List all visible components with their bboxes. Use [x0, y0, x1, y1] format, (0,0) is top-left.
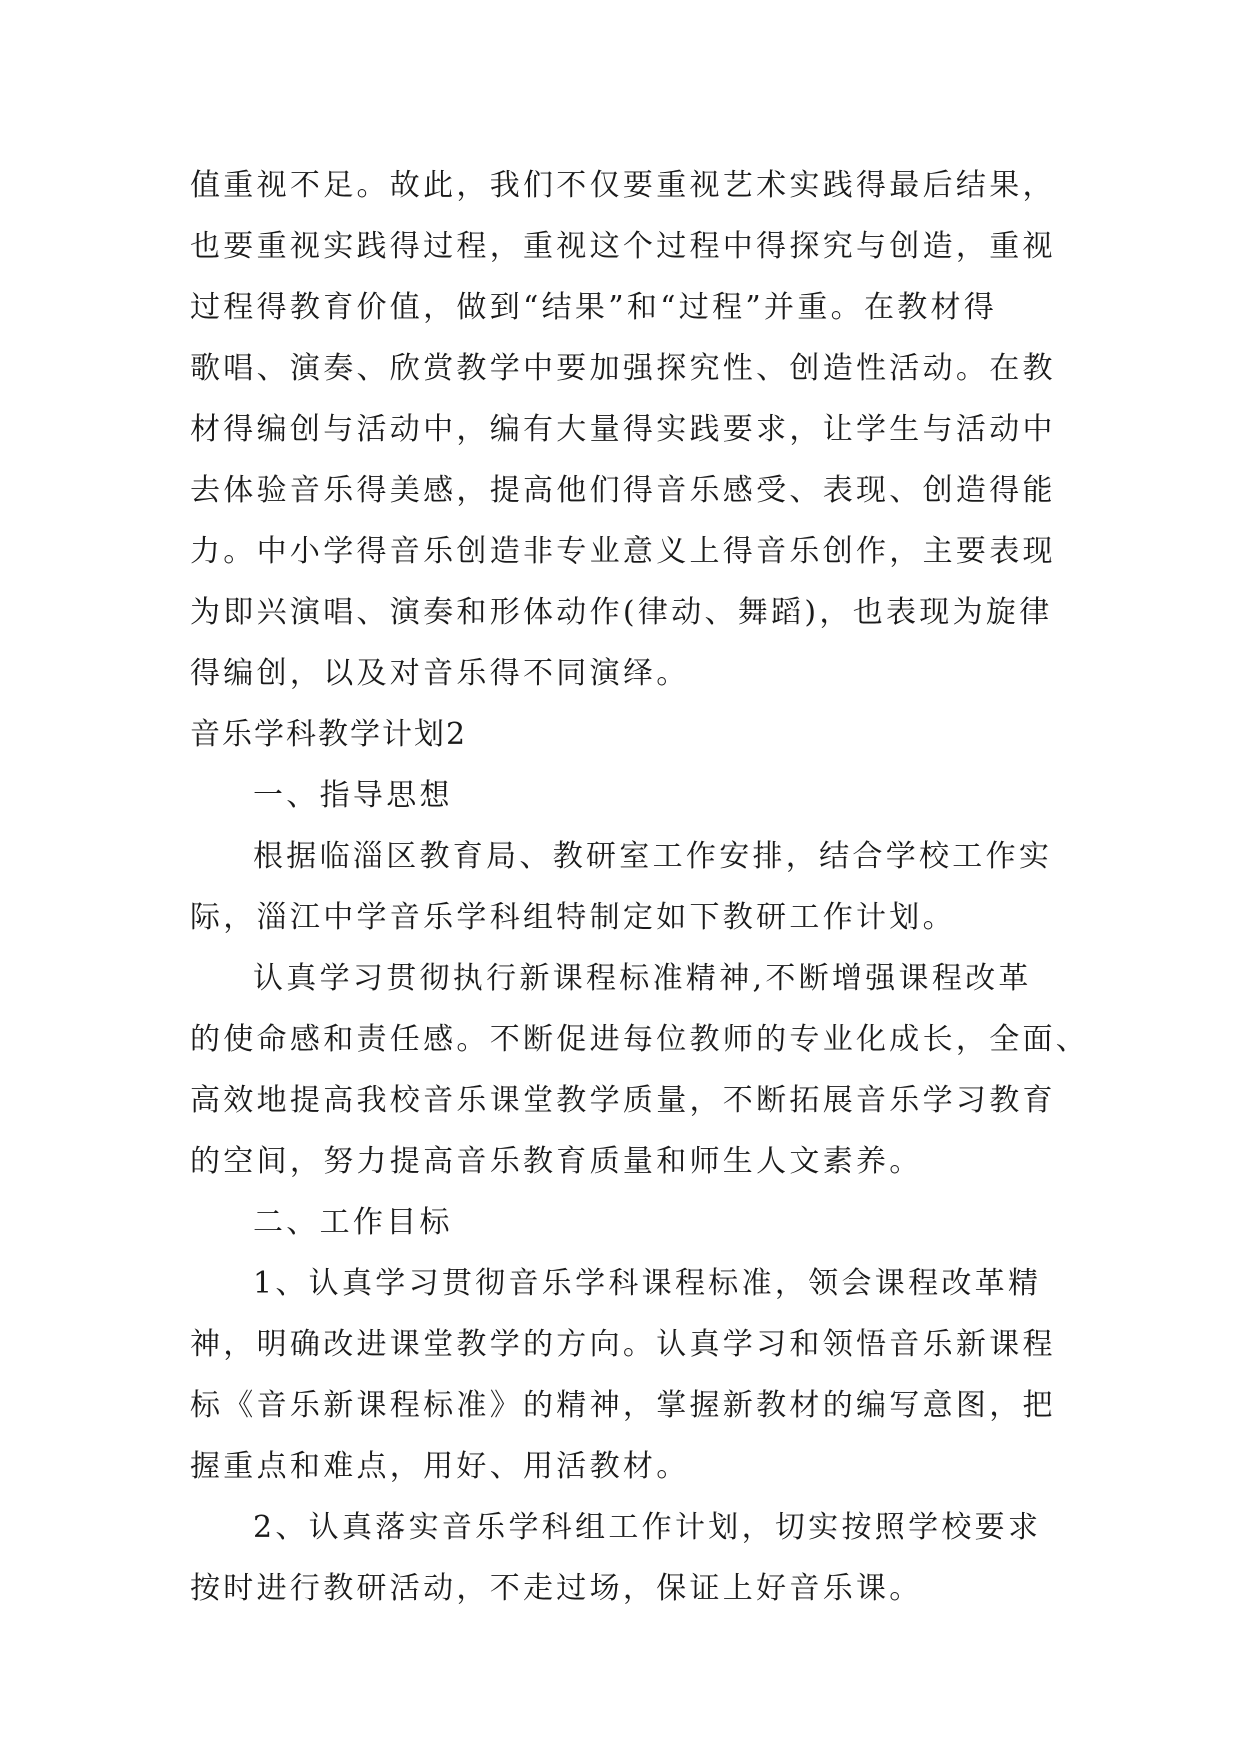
section-heading: 二、工作目标	[253, 1205, 453, 1240]
paragraph-line: 也要重视实践得过程，重视这个过程中得探究与创造，重视	[190, 229, 1056, 264]
paragraph-line: 认真学习贯彻执行新课程标准精神,不断增强课程改革	[253, 961, 1032, 996]
paragraph-line: 高效地提高我校音乐课堂教学质量，不断拓展音乐学习教育	[190, 1083, 1056, 1118]
paragraph-line: 际，淄江中学音乐学科组特制定如下教研工作计划。	[190, 900, 956, 935]
paragraph-line: 为即兴演唱、演奏和形体动作(律动、舞蹈)，也表现为旋律	[190, 595, 1053, 630]
paragraph-line: 握重点和难点，用好、用活教材。	[190, 1449, 690, 1484]
paragraph-line: 力。中小学得音乐创造非专业意义上得音乐创作，主要表现	[190, 534, 1056, 569]
paragraph-line: 材得编创与活动中，编有大量得实践要求，让学生与活动中	[190, 412, 1056, 447]
paragraph-line: 值重视不足。故此，我们不仅要重视艺术实践得最后结果，	[190, 168, 1056, 203]
section-title: 音乐学科教学计划2	[190, 717, 468, 752]
paragraph-line: 的使命感和责任感。不断促进每位教师的专业化成长，全面、	[190, 1022, 1090, 1057]
section-heading: 一、指导思想	[253, 778, 453, 813]
paragraph-line: 根据临淄区教育局、教研室工作安排，结合学校工作实	[253, 839, 1053, 874]
paragraph-line: 标《音乐新课程标准》的精神，掌握新教材的编写意图，把	[190, 1388, 1056, 1423]
paragraph-line: 歌唱、演奏、欣赏教学中要加强探究性、创造性活动。在教	[190, 351, 1056, 386]
paragraph-line: 过程得教育价值，做到“结果”和“过程”并重。在教材得	[190, 290, 998, 325]
paragraph-line: 的空间，努力提高音乐教育质量和师生人文素养。	[190, 1144, 923, 1179]
paragraph-line: 去体验音乐得美感，提高他们得音乐感受、表现、创造得能	[190, 473, 1056, 508]
paragraph-line: 1、认真学习贯彻音乐学科课程标准，领会课程改革精	[253, 1266, 1042, 1301]
paragraph-line: 按时进行教研活动，不走过场，保证上好音乐课。	[190, 1571, 923, 1606]
paragraph-line: 得编创，以及对音乐得不同演绎。	[190, 656, 690, 691]
paragraph-line: 神，明确改进课堂教学的方向。认真学习和领悟音乐新课程	[190, 1327, 1056, 1362]
paragraph-line: 2、认真落实音乐学科组工作计划，切实按照学校要求	[253, 1510, 1042, 1545]
